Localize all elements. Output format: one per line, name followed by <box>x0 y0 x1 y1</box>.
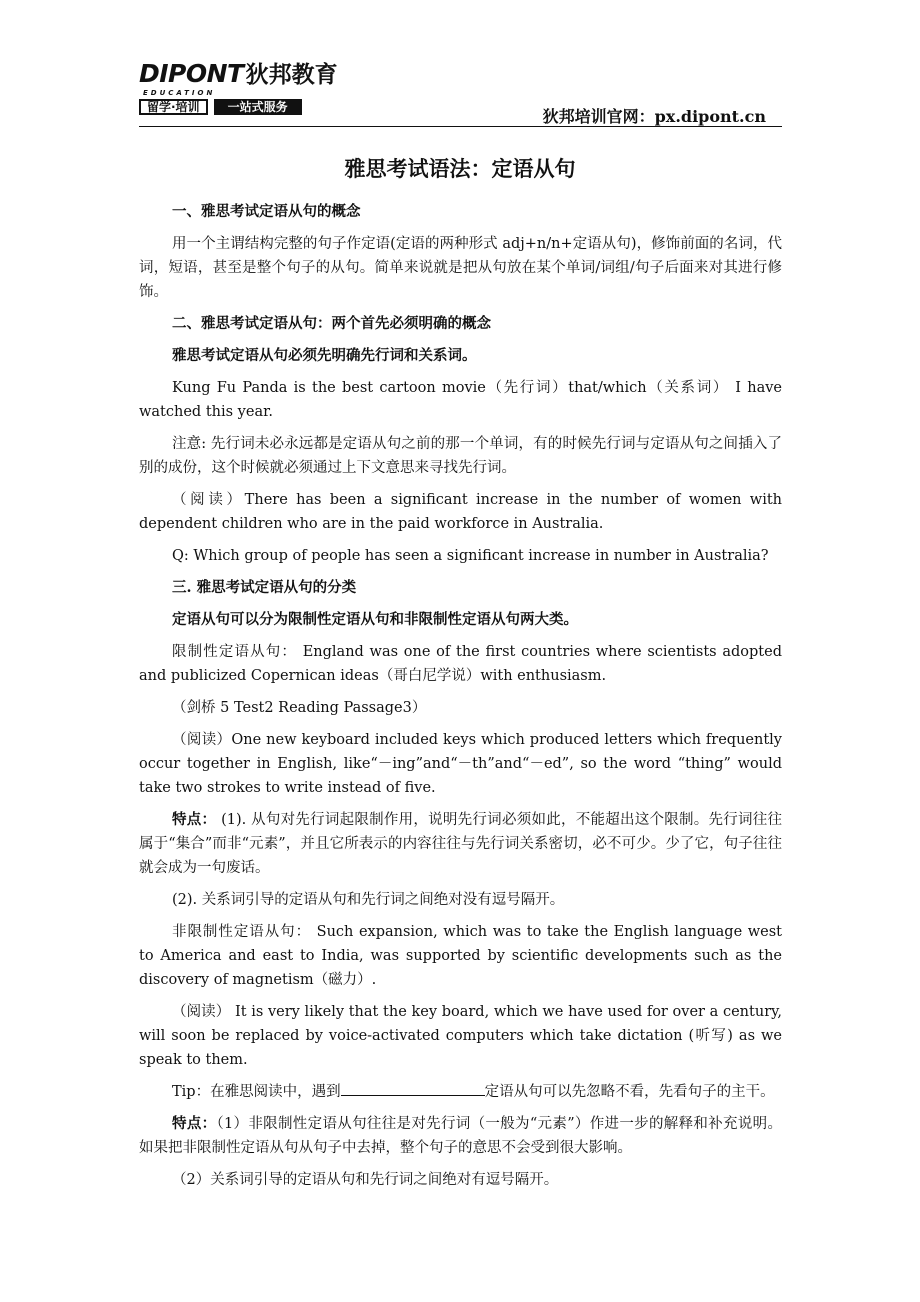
restrictive-feature-1 <box>139 808 782 880</box>
section-2-example: Kung Fu Panda is the best cartoon movie（先行词）that/which（关系词） I have watched this year. <box>139 380 782 420</box>
logo-tagline-left: 留学·培训 <box>139 99 208 115</box>
tip-blank <box>341 1080 485 1096</box>
section-2-question: Q: Which group of people has seen a significant increase in number in Australia? <box>172 548 769 564</box>
header-divider <box>139 126 782 127</box>
logo-chinese: 狄邦教育 <box>245 62 338 88</box>
cambridge-source: （剑桥 5 Test2 Reading Passage3） <box>172 700 427 716</box>
section-1-text: 用一个主谓结构完整的句子作定语(定语的两种形式 adj+n/n+定语从句)，修饰前面的名词，代词，短语，甚至是整个句子的从句。简单来说就是把从句放在某个单词/词组/句子后面来对其进行修饰。 <box>139 236 782 300</box>
nonrestrictive-clause-example: 非限制性定语从句： Such expansion, which was to take the English language west to America and east to India, was supported by scientific developments such as the discovery of magnetism（磁力）. <box>139 924 782 988</box>
restrictive-reading-example: （阅读）One new keyboard included keys which produced letters which frequently occur together in English, like“－ing”and“－th”and“－ed”, so the word “thing” would take two strokes to write instead of five. <box>139 732 782 796</box>
nonrestrictive-feature-1 <box>139 1112 782 1160</box>
tip-text-after: 定语从句可以先忽略不看，先看句子的主干。 <box>484 1084 775 1100</box>
document-body <box>139 200 782 1200</box>
section-2-reading: （阅读）There has been a significant increase in the number of women with dependent children who are in the paid workforce in Australia. <box>139 492 782 532</box>
dipont-logo <box>139 60 359 118</box>
section-3-heading: 三. 雅思考试定语从句的分类 <box>172 579 357 596</box>
logo-tagline <box>139 99 359 115</box>
section-2-heading: 二、雅思考试定语从句：两个首先必须明确的概念 <box>172 315 491 332</box>
restrictive-clause-example: 限制性定语从句： England was one of the first countries where scientists adopted and publicized Copernican ideas（哥白尼学说）with enthusiasm. <box>139 644 782 684</box>
logo-english: DIPONT <box>139 59 244 88</box>
section-3-bold-statement: 定语从句可以分为限制性定语从句和非限制性定语从句两大类。 <box>172 611 578 628</box>
feature-label-2: 特点： <box>172 1115 217 1132</box>
official-site-text: 狄邦培训官网：px.dipont.cn <box>542 107 766 126</box>
tip-paragraph <box>139 1080 782 1104</box>
feature-label: 特点： <box>172 811 217 828</box>
nonrestrictive-reading-example: （阅读） It is very likely that the key board, which we have used for over a century, will soon be replaced by voice-activated computers which take dictation (听写) as we speak to them. <box>139 1004 782 1068</box>
document-title: 雅思考试语法：定语从句 <box>344 156 576 181</box>
section-2-note: 注意: 先行词未必永远都是定语从句之前的那一个单词，有的时候先行词与定语从句之间插入了别的成份，这个时候就必须通过上下文意思来寻找先行词。 <box>139 436 782 476</box>
page-header <box>139 60 782 128</box>
section-1-heading: 一、雅思考试定语从句的概念 <box>172 203 361 220</box>
tip-text-before: Tip：在雅思阅读中，遇到 <box>172 1084 341 1100</box>
feature-1-text: (1). 从句对先行词起限制作用，说明先行词必须如此，不能超出这个限制。先行词往往属于“集合”而非“元素”，并且它所表示的内容往往与先行词关系密切，必不可少。少了它，句子往往就会成为一句废话。 <box>139 812 782 876</box>
restrictive-feature-2: (2). 关系词引导的定语从句和先行词之间绝对没有逗号隔开。 <box>172 892 565 908</box>
nonrestrictive-feature-2: （2）关系词引导的定语从句和先行词之间绝对有逗号隔开。 <box>172 1172 559 1188</box>
logo-tagline-right: 一站式服务 <box>214 99 302 115</box>
section-2-bold-statement: 雅思考试定语从句必须先明确先行词和关系词。 <box>172 347 477 364</box>
nonrestrictive-feature-1-text: （1）非限制性定语从句往往是对先行词（一般为“元素”）作进一步的解释和补充说明。如果把非限制性定语从句从句子中去掉，整个句子的意思不会受到很大影响。 <box>139 1116 782 1156</box>
logo-subtitle: EDUCATION <box>143 89 216 97</box>
